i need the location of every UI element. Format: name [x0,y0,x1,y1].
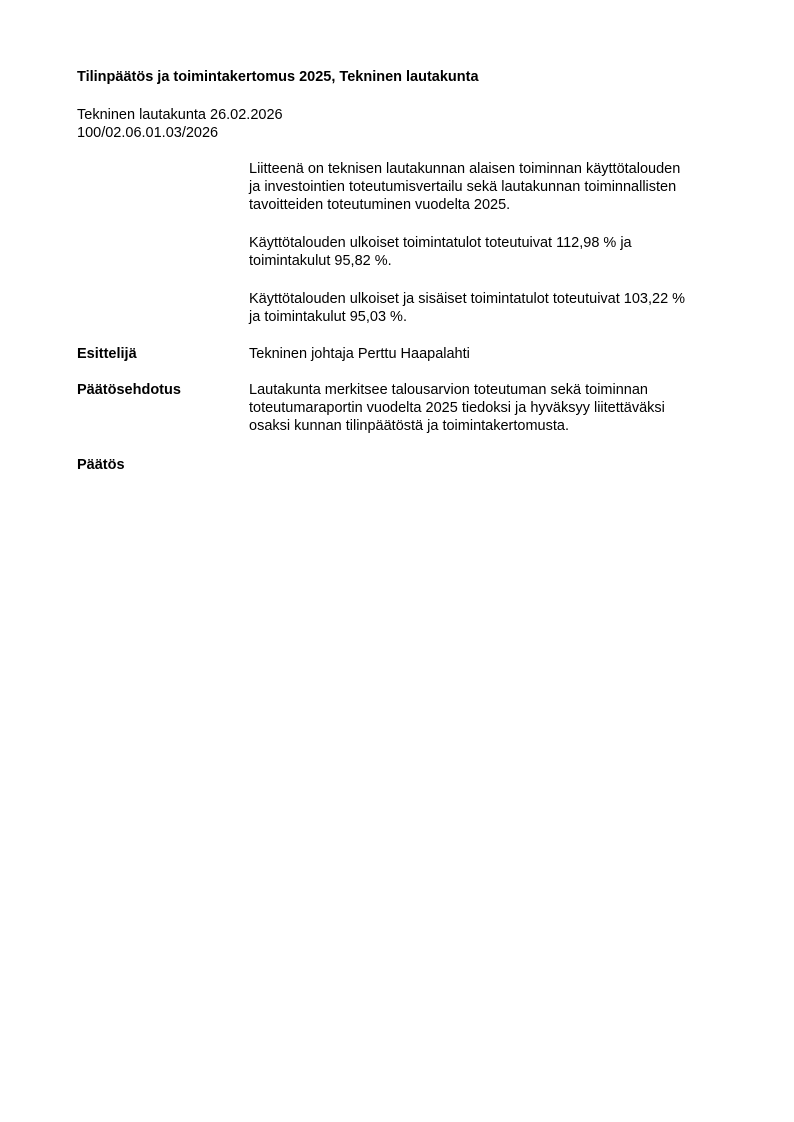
paragraph-line: Käyttötalouden ulkoiset ja sisäiset toimintatulot toteutuivat 103,22 % [249,291,686,307]
meeting-info: Tekninen lautakunta 26.02.2026 [77,107,283,123]
document-title: Tilinpäätös ja toimintakertomus 2025, Tekninen lautakunta [77,69,479,85]
paragraph-line: osaksi kunnan tilinpäätöstä ja toimintakertomusta. [249,418,569,434]
paatosehdotus-text [249,381,739,435]
esittelija-label: Esittelijä [77,346,137,362]
paragraph-line: toteutumaraportin vuodelta 2025 tiedoksi ja hyväksyy liitettäväksi [249,400,665,416]
paatosehdotus-label: Päätösehdotus [77,382,181,398]
reference-number: 100/02.06.01.03/2026 [77,125,219,141]
esittelija-value [249,345,739,363]
paragraph-line: Lautakunta merkitsee talousarvion toteutuman sekä toiminnan [249,382,648,398]
paragraph-line: ja investointien toteutumisvertailu sekä lautakunnan toiminnallisten [249,179,677,195]
paragraph-line: Liitteenä on teknisen lautakunnan alaisen toiminnan käyttötalouden [249,161,681,177]
paragraph-internal-results [249,290,739,326]
paragraph-line: tavoitteiden toteutuminen vuodelta 2025. [249,197,511,213]
paragraph-external-results [249,234,739,270]
paragraph-attachment [249,160,739,214]
meeting-meta [77,106,283,142]
paragraph-line: ja toimintakulut 95,03 %. [249,309,407,325]
paatos-label: Päätös [77,457,125,473]
esittelija-name: Tekninen johtaja Perttu Haapalahti [249,346,470,362]
paragraph-line: Käyttötalouden ulkoiset toimintatulot toteutuivat 112,98 % ja [249,235,632,251]
paragraph-line: toimintakulut 95,82 %. [249,253,392,269]
